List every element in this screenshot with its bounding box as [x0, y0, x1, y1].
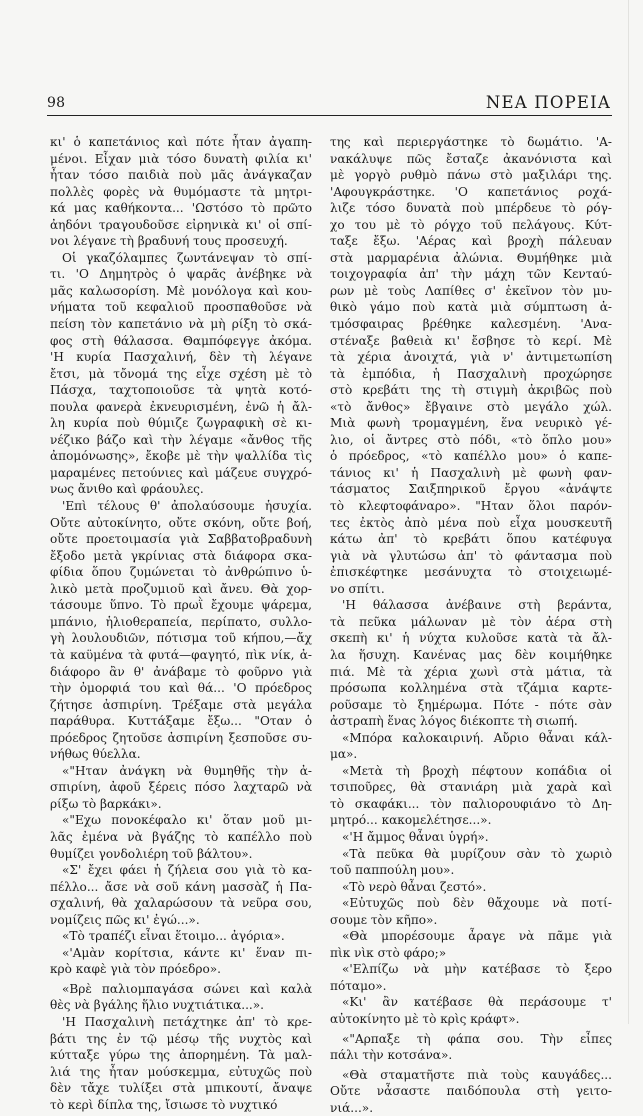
text-line: μα». [330, 747, 358, 762]
text-line: θικὸ γάμο ποὺ κατὰ μιὰ σύμπτωση ἀ- [330, 300, 612, 315]
text-line: ταξε ἔξω. 'Αέρας καὶ βροχὴ πάλευαν [330, 234, 612, 249]
paragraph [330, 928, 612, 961]
text-line: ἔξοδο μετὰ γκρίνιας στὰ διάφορα σκα- [50, 548, 312, 563]
text-line: 'Η θάλασσα ἀνέβαινε στὴ βεράντα, [342, 598, 612, 613]
text-line: σουμε τὸν κῆπο». [330, 912, 438, 927]
text-line: «Θὰ σταματῆστε πιὰ τοὺς καυγάδες... [342, 1067, 612, 1082]
text-line: φίδια ὅπου ζυμώνεται τὸ ἀνθρώπινο ὑ- [50, 565, 312, 580]
text-line: τὴν ὀμορφιά του καὶ θά... 'Ο πρόεδρος [50, 681, 312, 696]
paragraph [330, 994, 612, 1027]
text-line: τσιποῦρες, θὰ στανιάρη μιὰ χαρὰ καὶ [330, 780, 612, 795]
page-number: 98 [47, 95, 66, 111]
text-line: στέναξε βαθειὰ κι' ἔσβησε τὸ κερί. Μὲ [330, 333, 612, 348]
text-line: «τὸ ἄνθος» ἔβγαινε στὸ μεγάλο χώλ. [330, 399, 612, 414]
text-line: «'Η ἄμμος θἆναι ὑγρή». [342, 829, 489, 844]
text-line: δὲν τἄχε τυλίξει στὰ μπικουτί, ἄναψε [50, 1081, 312, 1096]
text-line: νέζικο βάζο καὶ τὴν λέγαμε «ἄνθος τῆς [50, 432, 312, 447]
text-line: τὰ χέρια ἀνοιχτά, γιὰ ν' ἀντιμετωπίση [330, 350, 612, 365]
text-line: ἀστραπὴ ἕνας λόγος διέκοπτε τὴ σιωπή. [330, 714, 578, 729]
paragraph [50, 498, 312, 763]
paragraph [50, 763, 312, 813]
text-line: πουλα φανερὰ ἐκνευρισμένη, ἐνῶ ἡ ἄλ- [50, 399, 312, 414]
text-line: πόταμο». [330, 978, 387, 993]
text-line: τες ἐκτὸς ἀπὸ μένα ποὺ εἶχα μουσκευτῆ [330, 515, 612, 530]
text-line: τάσματος Σαιξπηρικοῦ ἔργου «ἀνάψτε [330, 482, 612, 497]
text-line: νως ἄνιθο καὶ φράουλες. [50, 482, 204, 497]
text-line: «Θὰ μπορέσουμε ἆραγε νὰ πᾶμε γιὰ [342, 929, 612, 944]
text-line: κά μας καθήκοντα... 'Ωστόσο τὸ πρῶτο [50, 201, 312, 216]
text-line: νοι λέγανε τὴ βραδυνή τους προσευχή. [50, 234, 288, 249]
paragraph [330, 1031, 612, 1064]
paragraph [330, 895, 612, 928]
text-line: «Τὸ νερὸ θἆναι ζεστό». [342, 879, 487, 894]
text-line: αὐτοκίνητο μὲ τὸ κρὶς κράφτ». [330, 1011, 520, 1026]
text-line: πέλλο... ἄσε νὰ σοῦ κάνη μασσὰζ ἡ Πα- [50, 879, 312, 894]
text-line: τάσουμε ὕπνο. Τὸ πρωῒ ἔχουμε ψάρεμα, [50, 598, 312, 613]
text-column-right [330, 134, 612, 1116]
text-line: πὶκ νὶκ στὸ φάρο;» [330, 945, 447, 960]
text-line: «Μπόρα καλοκαιρινή. Αὔριο θἆναι κάλ- [342, 730, 612, 745]
paragraph [50, 945, 312, 978]
text-line: τοῦ παππούλη μου». [330, 863, 455, 878]
text-line: πρόσωπα κολλημένα στὰ τζάμια καρτε- [330, 681, 612, 696]
text-line: ζήτησε ἀσπιρίνη. Τρέξαμε στὰ μεγάλα [50, 697, 312, 712]
paragraph [330, 846, 612, 879]
text-line: «Μετὰ τὴ βροχὴ πέφτουν κοπάδια οἱ [342, 763, 612, 778]
paragraph [50, 1014, 312, 1113]
text-line: κύτταξε γύρω της ἀπορημένη. Τὰ μαλ- [50, 1048, 312, 1063]
journal-title: ΝΕΑ ΠΟΡΕΙΑ [485, 93, 611, 112]
text-line: 'Αφουγκράστηκε. 'Ο καπετάνιος ροχά- [330, 184, 612, 199]
running-header [47, 95, 612, 116]
paragraph [330, 134, 612, 597]
text-line: λᾶς ἐμένα νὰ βγάζης τὸ καπέλλο ποὺ [50, 829, 312, 844]
text-line: 'Επὶ τέλους θ' ἀπολαύσουμε ἡσυχία. [62, 499, 312, 514]
text-line: νομίζεις πῶς κι' ἐγώ...». [50, 912, 200, 927]
text-line: της καὶ περιεργάστηκε τὸ δωμάτιο. 'Α- [330, 135, 612, 149]
text-line: πιά. Μὲ τὰ χέρια χωνὶ στὰ μάτια, τὰ [330, 664, 612, 679]
text-line: Πάσχα, ταχτοποιοῦσε τὰ ψητὰ κοτό- [50, 383, 312, 398]
text-line: «Σ' ἔχει φάει ἡ ζήλεια σου γιὰ τὸ κα- [62, 863, 312, 878]
text-column-left [50, 134, 312, 1113]
text-line: μᾶς καλωσορίση. Μὲ μονόλογα καὶ κου- [50, 283, 312, 298]
text-line: λη κυρία ποὺ θύμιζε ζωγραφικὴ σὲ κι- [50, 416, 312, 431]
text-line: πρόεδρος ζητοῦσε ἀσπιρίνη ξεσποῦσε συ- [50, 730, 312, 745]
text-line: γὴ λουλουδιῶν, πότισμα τοῦ κήπου,—ἄχ [50, 631, 312, 646]
text-line: «Τὰ πεῦκα θὰ μυρίζουν σὰν τὸ χωριὸ [342, 846, 612, 861]
text-line: φος στὴ θάλασσα. Θαμπόφεγγε ἀκόμα. [50, 333, 312, 348]
text-line: λικὸ μετὰ προζυμιοῦ καὶ ἄνευ. Θὰ χορ- [50, 581, 312, 596]
paragraph [330, 829, 612, 846]
text-line: νο σπίτι. [330, 581, 385, 596]
text-line: ἀηδόνι τραγουδοῦσε εἰρηνικὰ κι' οἱ σπί- [50, 217, 312, 232]
text-line: νήματα τοῦ κεφαλιοῦ προσπαθοῦσε νὰ [50, 300, 312, 315]
text-line: χο του μὲ τὸ ρόγχο τοῦ πελάγους. Κύτ- [330, 217, 612, 232]
text-line: ρίξω τὸ βαρκάκι». [50, 796, 162, 811]
text-line: νήθως θύελλα. [50, 747, 141, 762]
text-line: ροῦσαμε τὸ ξημέρωμα. Πότε - πότε σὰν [330, 697, 612, 712]
text-line: πείση τὸν καπετάνιο νὰ μὴ ρίξη τὸ σκά- [50, 317, 312, 332]
text-line: «'Αμὰν κορίτσια, κάντε κι' ἕναν πι- [62, 945, 312, 960]
paragraph [330, 763, 612, 829]
text-line: «'Ελπίζω νὰ μὴν κατέβασε τὸ ξερο [342, 962, 612, 977]
text-line: τὸ σκαφάκι... τὸν παλιορουφιάνο τὸ Δη- [330, 796, 612, 811]
paragraph [330, 961, 612, 994]
text-line: μὲ γοργὸ ρυθμὸ πάνω στὸ μαξιλάρι της. [330, 168, 612, 183]
text-line: κάτω ἀπ' τὸ κρεβάτι ὅπου κατέφυγα [330, 532, 612, 547]
text-line: σχαλινή, θὰ χαλαρώσουν τὰ νεῦρα σου, [50, 896, 312, 911]
text-line: νακάλυψε πῶς ἔσταζε ἀκανόνιστα καὶ [330, 151, 612, 166]
paragraph [330, 1067, 612, 1116]
text-line: Μιὰ φωνὴ τρομαγμένη, ἕνα νευρικὸ γέ- [330, 416, 612, 431]
text-line: λιζε τόσο δυνατὰ ποὺ μπέρδευε τὸ ρόγ- [330, 201, 612, 216]
text-line: Οὔτε νἆσαστε παιδόπουλα στὴ γειτο- [330, 1084, 612, 1099]
text-line: τὸ κλεφτοφάναρο». "Ηταν ὅλοι παρόν- [330, 499, 612, 514]
text-line: διάφορο ἂν θ' ἀνάβαμε τὸ φοῦρνο γιὰ [50, 664, 312, 679]
text-line: «Τὸ τραπέζι εἶναι ἕτοιμο... ἀγόρια». [62, 929, 285, 944]
text-line: τμόσφαιρας βρέθηκε καλεσμένη. 'Ανα- [330, 317, 612, 332]
text-line: τάνιος κι' ἡ Πασχαλινὴ μὲ φωνὴ φαν- [330, 465, 612, 480]
text-line: τὸ κερὶ δίπλα της, ἴσιωσε τὸ νυχτικό [50, 1097, 278, 1112]
text-line: ἦταν τόσο παιδιὰ ποὺ μᾶς ἀνάγκαζαν [50, 168, 312, 183]
text-line: γιὰ νὰ γλυτώσω ἀπ' τὸ φάντασμα ποὺ [330, 548, 612, 563]
text-line: λιά της ἦταν μούσκεμμα, εὐτυχῶς ποὺ [50, 1064, 312, 1079]
paragraph [50, 134, 312, 250]
text-line: 'Η Πασχαλινὴ πετάχτηκε ἀπ' τὸ κρε- [62, 1014, 312, 1029]
text-line: ἐπισκέφτηκε μεσάνυχτα τὸ στοιχειωμέ- [330, 565, 612, 580]
text-line: σκεπὴ κι' ἡ νύχτα κυλοῦσε κατὰ τὰ ἄλ- [330, 631, 612, 646]
text-line: παράθυρα. Κυττάξαμε ἔξω... "Οταν ὁ [50, 714, 312, 729]
text-line: μπάνιο, ἡλιοθεραπεία, περίπατο, συλλο- [50, 614, 312, 629]
page-edge [628, 0, 629, 1024]
text-line: σπιρίνη, ἀφοῦ ξέρεις πόσο λαχταρῶ νὰ [50, 780, 312, 795]
text-line: ὁ πρόεδρος, «τὸ καπέλλο μου» ὁ καπε- [330, 449, 612, 464]
text-line: «"Αρπαξε τὴ φάπα σου. Τὴν εἶπες [342, 1031, 612, 1046]
paragraph [330, 730, 612, 763]
text-line: μένοι. Εἶχαν μιὰ τόσο δυνατὴ φιλία κι' [50, 151, 312, 166]
text-line: κι' ὁ καπετάνιος καὶ πότε ἦταν ἀγαπη- [50, 135, 312, 149]
text-line: τοιχογραφία ἀπ' τὴν μάχη τῶν Κενταύ- [330, 267, 612, 282]
text-line: «"Εχω πονοκέφαλο κι' ὅταν μοῦ μι- [62, 813, 312, 828]
text-line: μαραμένες πετούνιες καὶ μάζευε συγχρό- [50, 465, 312, 480]
text-line: «Εὐτυχῶς ποὺ δὲν θἄχουμε νὰ ποτί- [342, 896, 612, 911]
paragraph [330, 879, 612, 896]
text-line: πάλι τὴν κοτσάνα». [330, 1048, 453, 1063]
text-line: «Βρὲ παλιομπαγάσα σώνει καὶ καλὰ [62, 981, 312, 996]
text-line: Οὔτε αὐτοκίνητο, οὔτε σκόνη, οὔτε βοή, [50, 515, 312, 530]
text-line: ρων μὲ τοὺς Λαπίθες σ' ἐκεῖνον τὸν μυ- [330, 283, 612, 298]
paragraph [50, 981, 312, 1014]
text-line: θὲς νὰ βγάλης ἥλιο νυχτιάτικα...». [50, 998, 265, 1013]
text-line: στὸ κρεβάτι της τὴ στιγμὴ ἀκριβῶς ποὺ [330, 383, 612, 398]
text-line: λιο, οἱ ἄντρες στὸ πόδι, «τὸ ὅπλο μου» [330, 432, 612, 447]
paragraph [50, 928, 312, 945]
text-line: ἀπομόνωσης», ἔκοβε μὲ τὴν ψαλλίδα τὶς [50, 449, 312, 464]
text-line: κρὸ καφὲ γιὰ τὸν πρόεδρο». [50, 962, 221, 977]
text-line: τὰ πεῦκα μάλωναν μὲ τὸν ἀέρα στὴ [330, 614, 612, 629]
paragraph [50, 250, 312, 498]
text-line: ἔτσι, μὰ τὄνομά της εἶχε σχέση μὲ τὸ [50, 366, 312, 381]
text-line: βάτι της ἐν τῷ μέσῳ τῆς νυχτὸς καὶ [50, 1031, 312, 1046]
text-line: τὰ ἐμπόδια, ἡ Πασχαλινὴ προχώρησε [330, 366, 612, 381]
text-line: μητρό... κακομελέτησε...». [330, 813, 492, 828]
text-line: «Κι' ἂν κατέβασε θὰ περάσουμε τ' [342, 995, 612, 1010]
text-line: θυμίζει γονδολιέρη τοῦ βάλτου». [50, 846, 253, 861]
text-line: τὰ καϋμένα τὰ φυτά—φαγητό, πὶκ νίκ, ἀ- [50, 647, 312, 662]
text-line: Οἱ γκαζόλαμπες ζωντάνεψαν τὸ σπί- [62, 250, 312, 265]
text-line: νιά...». [330, 1100, 374, 1115]
paragraph [50, 862, 312, 928]
text-line: λα ἥσυχη. Κανένας μας δὲν κοιμήθηκε [330, 647, 612, 662]
paragraph [330, 597, 612, 729]
text-line: πολλὲς φορὲς νὰ θυμόμαστε τὰ μητρι- [50, 184, 312, 199]
text-line: στὰ μαρμαρένια ἀλώνια. Θυμήθηκε μιὰ [330, 250, 612, 265]
text-line: 'Η κυρία Πασχαλινή, δὲν τὴ λέγανε [50, 350, 312, 365]
text-line: «"Ηταν ἀνάγκη νὰ θυμηθῆς τὴν ἀ- [62, 763, 312, 778]
text-line: οὔτε προετοιμασία γιὰ Σαββατοβραδυνὴ [50, 532, 312, 547]
text-line: τι. 'Ο Δημητρὸς ὁ ψαρᾶς ἀνέβηκε νὰ [50, 267, 312, 282]
paragraph [50, 812, 312, 862]
